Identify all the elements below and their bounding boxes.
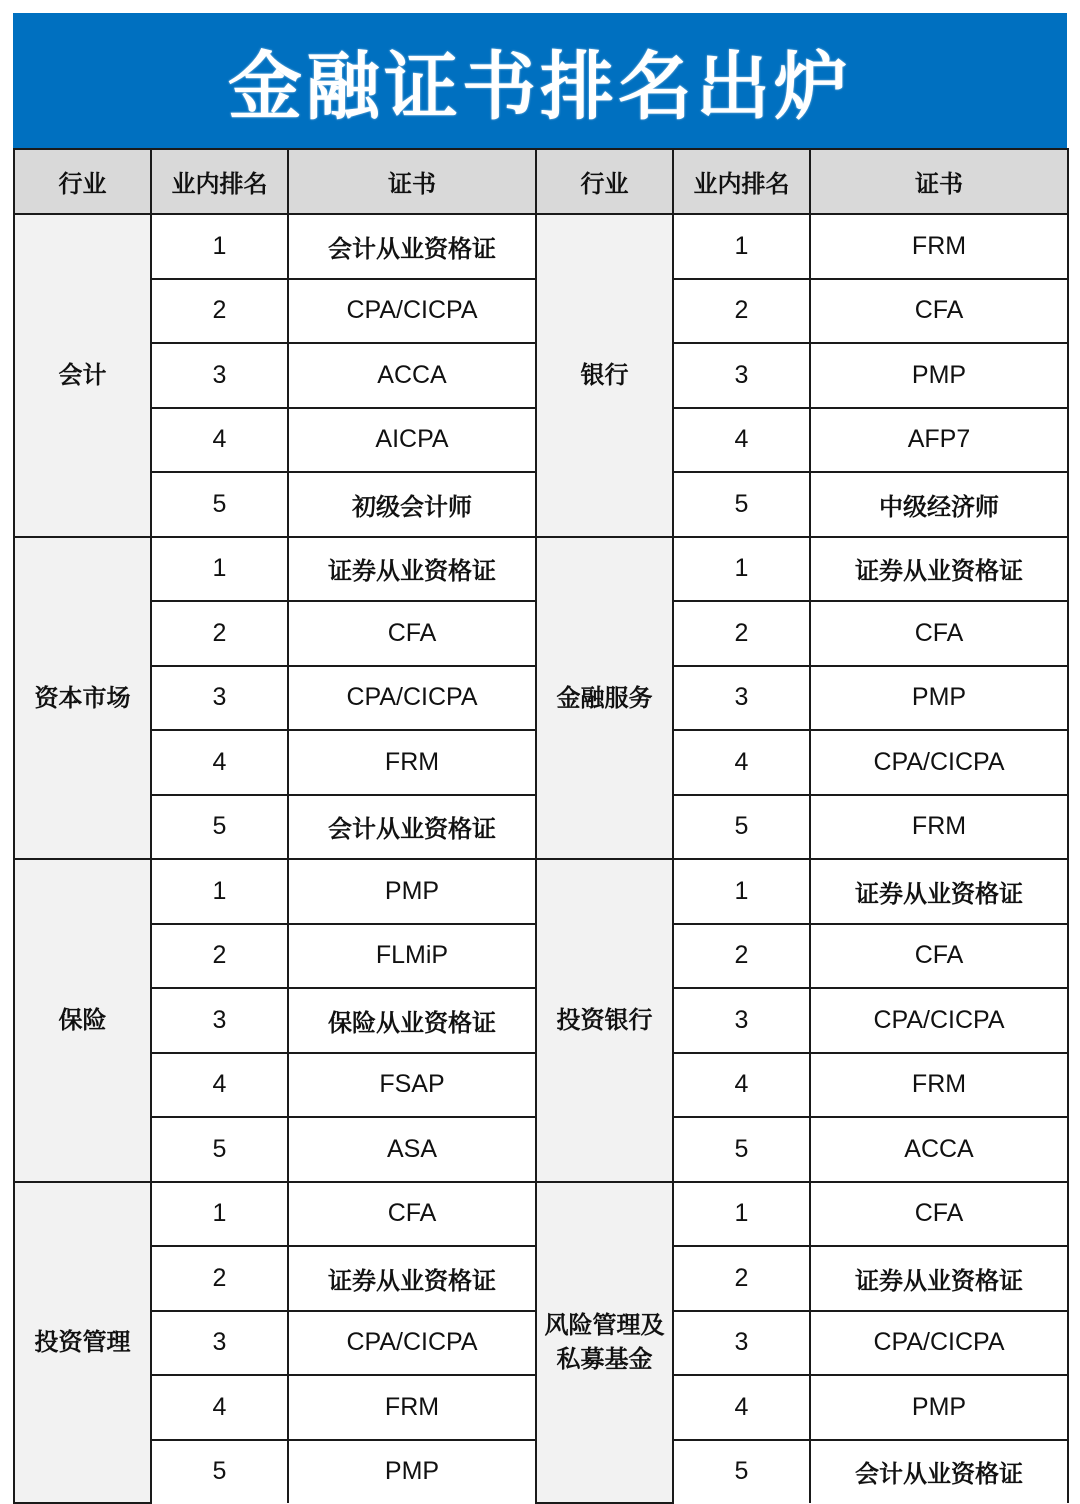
header-certificate: 证书 bbox=[810, 149, 1068, 214]
certificate-cell: 保险从业资格证 bbox=[288, 988, 536, 1053]
industry-cell: 资本市场 bbox=[14, 537, 151, 860]
certificate-cell: 会计从业资格证 bbox=[810, 1440, 1068, 1504]
rank-cell: 2 bbox=[151, 601, 288, 666]
certificate-cell: CFA bbox=[810, 601, 1068, 666]
industry-label-line: 风险管理及 bbox=[544, 1311, 665, 1340]
certificate-cell: CFA bbox=[810, 1182, 1068, 1247]
rank-cell: 2 bbox=[673, 1246, 810, 1311]
certificate-cell: 会计从业资格证 bbox=[288, 214, 536, 279]
certificate-cell: FRM bbox=[288, 730, 536, 795]
industry-label-line: 私募基金 bbox=[556, 1345, 653, 1374]
certificate-cell: 证券从业资格证 bbox=[810, 537, 1068, 602]
industry-cell: 保险 bbox=[14, 859, 151, 1182]
rank-cell: 4 bbox=[673, 1053, 810, 1118]
rank-cell: 5 bbox=[673, 472, 810, 537]
certificate-ranking-table bbox=[13, 148, 1069, 1504]
header-certificate: 证书 bbox=[288, 149, 536, 214]
header-industry: 行业 bbox=[536, 149, 673, 214]
rank-cell: 3 bbox=[673, 988, 810, 1053]
rank-cell: 2 bbox=[151, 1246, 288, 1311]
certificate-cell: ASA bbox=[288, 1117, 536, 1182]
certificate-cell: AICPA bbox=[288, 408, 536, 473]
rank-cell: 5 bbox=[673, 795, 810, 860]
certificate-cell: PMP bbox=[810, 1375, 1068, 1440]
rank-cell: 2 bbox=[673, 924, 810, 989]
certificate-cell: 证券从业资格证 bbox=[288, 1246, 536, 1311]
rank-cell: 2 bbox=[673, 279, 810, 344]
rank-cell: 4 bbox=[673, 730, 810, 795]
certificate-cell: 会计从业资格证 bbox=[288, 795, 536, 860]
certificate-cell: FSAP bbox=[288, 1053, 536, 1118]
page-title: 金融证书排名出炉 bbox=[228, 44, 852, 130]
rank-cell: 5 bbox=[673, 1440, 810, 1504]
rank-cell: 4 bbox=[673, 1375, 810, 1440]
rank-cell: 1 bbox=[151, 1182, 288, 1247]
header-row bbox=[14, 149, 1068, 214]
certificate-cell: PMP bbox=[810, 343, 1068, 408]
rank-cell: 3 bbox=[151, 343, 288, 408]
rank-cell: 2 bbox=[151, 924, 288, 989]
certificate-cell: 证券从业资格证 bbox=[810, 859, 1068, 924]
table-row bbox=[14, 859, 1068, 924]
industry-cell: 投资管理 bbox=[14, 1182, 151, 1504]
header-rank: 业内排名 bbox=[151, 149, 288, 214]
table-row bbox=[14, 214, 1068, 279]
certificate-cell: FLMiP bbox=[288, 924, 536, 989]
rank-cell: 5 bbox=[151, 1440, 288, 1504]
certificate-cell: PMP bbox=[288, 1440, 536, 1504]
rank-cell: 5 bbox=[151, 795, 288, 860]
certificate-cell: 初级会计师 bbox=[288, 472, 536, 537]
certificate-cell: CFA bbox=[288, 1182, 536, 1247]
rank-cell: 2 bbox=[151, 279, 288, 344]
rank-cell: 4 bbox=[673, 408, 810, 473]
rank-cell: 4 bbox=[151, 1053, 288, 1118]
certificate-cell: FRM bbox=[810, 795, 1068, 860]
rank-cell: 5 bbox=[151, 472, 288, 537]
title-banner bbox=[13, 13, 1067, 149]
industry-cell: 会计 bbox=[14, 214, 151, 537]
rank-cell: 1 bbox=[673, 859, 810, 924]
table-body bbox=[14, 214, 1068, 1503]
rank-cell: 3 bbox=[673, 1311, 810, 1376]
certificate-cell: CPA/CICPA bbox=[288, 279, 536, 344]
certificate-cell: 证券从业资格证 bbox=[810, 1246, 1068, 1311]
certificate-cell: 证券从业资格证 bbox=[288, 537, 536, 602]
industry-cell bbox=[536, 1182, 673, 1504]
certificate-cell: CPA/CICPA bbox=[810, 730, 1068, 795]
rank-cell: 3 bbox=[151, 988, 288, 1053]
rank-cell: 4 bbox=[151, 1375, 288, 1440]
industry-cell: 投资银行 bbox=[536, 859, 673, 1182]
certificate-cell: FRM bbox=[288, 1375, 536, 1440]
table-row bbox=[14, 537, 1068, 602]
certificate-cell: CPA/CICPA bbox=[810, 988, 1068, 1053]
certificate-cell: CPA/CICPA bbox=[810, 1311, 1068, 1376]
certificate-cell: CFA bbox=[810, 924, 1068, 989]
rank-cell: 1 bbox=[673, 537, 810, 602]
rank-cell: 3 bbox=[673, 343, 810, 408]
rank-cell: 5 bbox=[151, 1117, 288, 1182]
rank-cell: 3 bbox=[151, 1311, 288, 1376]
certificate-cell: CPA/CICPA bbox=[288, 1311, 536, 1376]
rank-cell: 3 bbox=[151, 666, 288, 731]
rank-cell: 4 bbox=[151, 408, 288, 473]
certificate-cell: PMP bbox=[810, 666, 1068, 731]
rank-cell: 4 bbox=[151, 730, 288, 795]
rank-cell: 1 bbox=[151, 859, 288, 924]
rank-cell: 3 bbox=[673, 666, 810, 731]
header-rank: 业内排名 bbox=[673, 149, 810, 214]
rank-cell: 2 bbox=[673, 601, 810, 666]
certificate-cell: PMP bbox=[288, 859, 536, 924]
rank-cell: 1 bbox=[151, 537, 288, 602]
header-industry: 行业 bbox=[14, 149, 151, 214]
certificate-cell: AFP7 bbox=[810, 408, 1068, 473]
rank-cell: 1 bbox=[673, 214, 810, 279]
certificate-cell: ACCA bbox=[288, 343, 536, 408]
certificate-cell: ACCA bbox=[810, 1117, 1068, 1182]
certificate-cell: CPA/CICPA bbox=[288, 666, 536, 731]
table-row bbox=[14, 1182, 1068, 1247]
certificate-cell: CFA bbox=[810, 279, 1068, 344]
certificate-cell: CFA bbox=[288, 601, 536, 666]
certificate-cell: FRM bbox=[810, 1053, 1068, 1118]
certificate-cell: FRM bbox=[810, 214, 1068, 279]
industry-cell: 银行 bbox=[536, 214, 673, 537]
industry-cell: 金融服务 bbox=[536, 537, 673, 860]
certificate-cell: 中级经济师 bbox=[810, 472, 1068, 537]
rank-cell: 5 bbox=[673, 1117, 810, 1182]
rank-cell: 1 bbox=[673, 1182, 810, 1247]
rank-cell: 1 bbox=[151, 214, 288, 279]
